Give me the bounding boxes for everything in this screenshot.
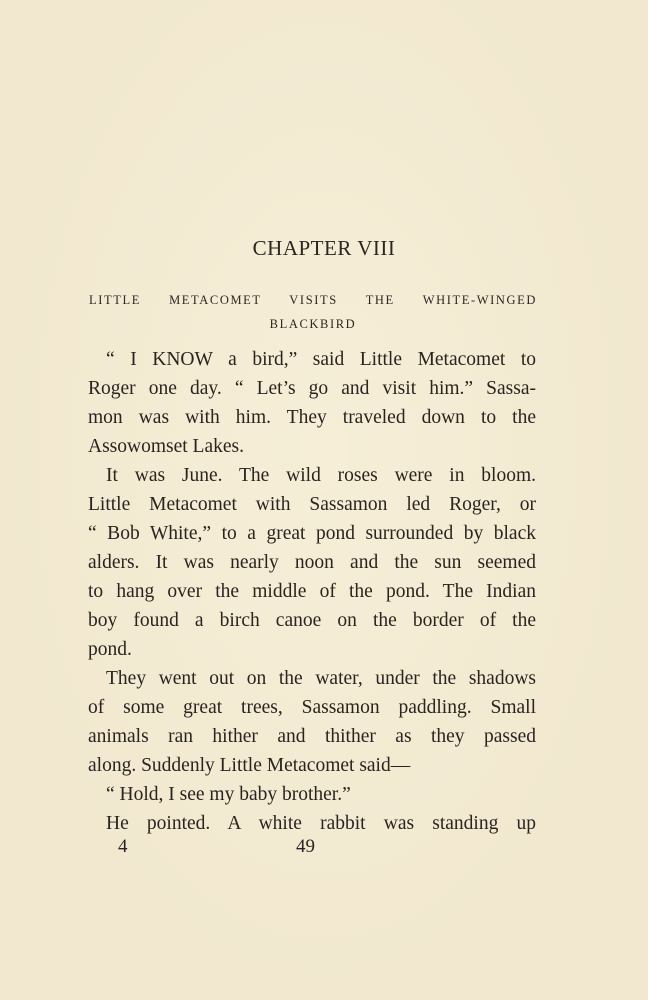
- text-line: It was June. The wild roses were in bloom.: [106, 465, 536, 486]
- text-line: boy found a birch canoe on the border of the: [88, 610, 536, 631]
- chapter-heading: CHAPTER VIII: [252, 236, 396, 260]
- text-line: animals ran hither and thither as they passed: [88, 726, 536, 747]
- text-line: to hang over the middle of the pond. The Indian: [88, 581, 536, 602]
- chapter-subtitle: [89, 288, 537, 336]
- text-line: “ Bob White,” to a great pond surrounded by black: [88, 523, 536, 544]
- page-number: 49: [296, 836, 315, 857]
- body-text: [88, 345, 536, 838]
- text-line: He pointed. A white rabbit was standing up: [106, 813, 536, 834]
- text-line: Roger one day. “ Let’s go and visit him.” Sassa-: [88, 378, 536, 399]
- chapter-subtitle-line: BLACKBIRD: [269, 317, 357, 331]
- text-line: along. Suddenly Little Metacomet said—: [88, 755, 411, 776]
- chapter-subtitle-line: LITTLE METACOMET VISITS THE WHITE-WINGED: [89, 293, 537, 307]
- text-line: “ Hold, I see my baby brother.”: [106, 784, 351, 805]
- text-line: They went out on the water, under the shadows: [106, 668, 536, 689]
- text-line: “ I KNOW a bird,” said Little Metacomet to: [106, 349, 536, 370]
- text-line: Assowomset Lakes.: [88, 436, 244, 457]
- text-line: of some great trees, Sassamon paddling. Small: [88, 697, 536, 718]
- text-line: mon was with him. They traveled down to the: [88, 407, 536, 428]
- text-line: alders. It was nearly noon and the sun seemed: [88, 552, 536, 573]
- text-line: pond.: [88, 639, 132, 660]
- signature-mark: 4: [118, 836, 128, 857]
- text-line: Little Metacomet with Sassamon led Roger, or: [88, 494, 536, 515]
